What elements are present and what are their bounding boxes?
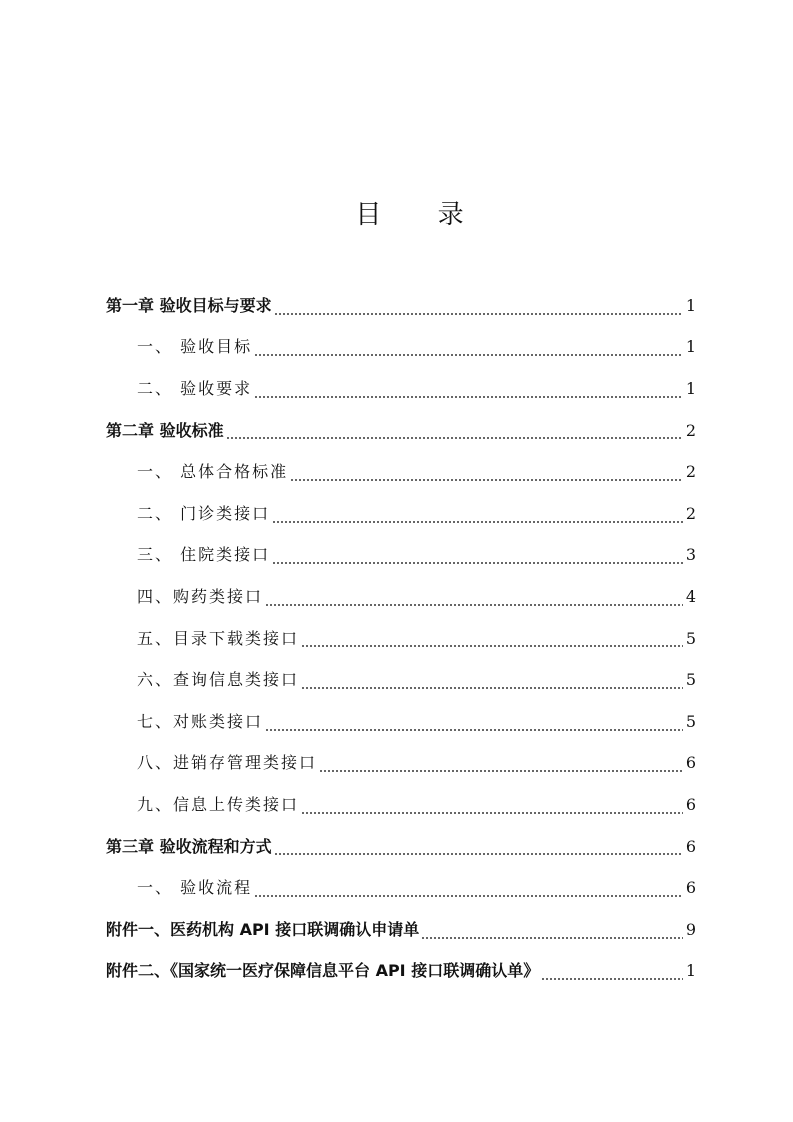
dot-leader [290,479,683,481]
dot-leader [254,895,683,897]
dot-leader [421,937,683,939]
toc-entry-label: 一、 验收目标 [137,337,253,357]
dot-leader [272,562,683,564]
toc-entry-annex-1[interactable] [106,909,696,951]
toc-entry-chapter-2[interactable] [106,410,696,452]
toc-entry-section-2-2[interactable] [106,493,696,535]
toc-page-number: 4 [685,586,696,606]
toc-entry-label: 八、进销存管理类接口 [137,753,318,773]
dot-leader [272,521,683,523]
toc-entry-section-2-5[interactable] [106,618,696,660]
toc-entry-label: 五、目录下载类接口 [137,628,300,648]
dot-leader [254,396,683,398]
dot-leader [265,604,683,606]
table-of-contents [106,285,696,992]
toc-page-number: 1 [685,378,696,398]
toc-entry-label: 二、 验收要求 [137,378,253,398]
dot-leader [541,978,683,980]
toc-entry-section-1-2[interactable] [106,368,696,410]
toc-entry-label: 一、 验收流程 [137,878,253,898]
toc-entry-label: 附件一、医药机构 API 接口联调确认申请单 [106,919,420,939]
toc-entry-label: 六、查询信息类接口 [137,670,300,690]
toc-page-number: 1 [685,961,696,981]
toc-entry-section-3-1[interactable] [106,867,696,909]
toc-page-number: 6 [685,753,696,773]
toc-entry-label: 一、 总体合格标准 [137,462,289,482]
toc-page-number: 2 [685,420,696,440]
toc-title: 目 录 [355,200,488,230]
dot-leader [254,354,683,356]
toc-entry-label: 第三章 验收流程和方式 [106,836,272,856]
toc-page-number: 3 [685,545,696,565]
dot-leader [301,687,683,689]
dot-leader [319,770,683,772]
toc-entry-label: 三、 住院类接口 [137,545,271,565]
toc-entry-section-2-4[interactable] [106,576,696,618]
dot-leader [301,645,683,647]
toc-page-number: 1 [685,295,696,315]
toc-entry-label: 七、对账类接口 [137,711,264,731]
toc-entry-label: 二、 门诊类接口 [137,503,271,523]
toc-entry-label: 四、购药类接口 [137,586,264,606]
toc-page-number: 1 [685,337,696,357]
dot-leader [274,853,683,855]
toc-entry-label: 九、信息上传类接口 [137,794,300,814]
toc-entry-section-2-9[interactable] [106,784,696,826]
toc-page-number: 2 [685,462,696,482]
toc-entry-label: 附件二、《国家统一医疗保障信息平台 API 接口联调确认单》 [106,961,540,981]
toc-page-number: 5 [685,670,696,690]
dot-leader [265,729,683,731]
toc-entry-section-2-1[interactable] [106,451,696,493]
toc-entry-label: 第二章 验收标准 [106,420,224,440]
dot-leader [274,313,683,315]
dot-leader [301,812,683,814]
toc-page-number: 5 [685,628,696,648]
toc-entry-label: 第一章 验收目标与要求 [106,295,272,315]
toc-page-number: 2 [685,503,696,523]
toc-entry-annex-2[interactable] [106,951,696,993]
toc-entry-section-1-1[interactable] [106,327,696,369]
toc-page-number: 5 [685,711,696,731]
toc-page-number: 6 [685,836,696,856]
toc-entry-section-2-8[interactable] [106,743,696,785]
toc-entry-section-2-6[interactable] [106,659,696,701]
dot-leader [226,437,683,439]
toc-entry-section-2-7[interactable] [106,701,696,743]
toc-page-number: 6 [685,878,696,898]
toc-page-number: 9 [685,919,696,939]
toc-entry-chapter-3[interactable] [106,826,696,868]
toc-page-number: 6 [685,794,696,814]
toc-entry-section-2-3[interactable] [106,535,696,577]
toc-entry-chapter-1[interactable] [106,285,696,327]
